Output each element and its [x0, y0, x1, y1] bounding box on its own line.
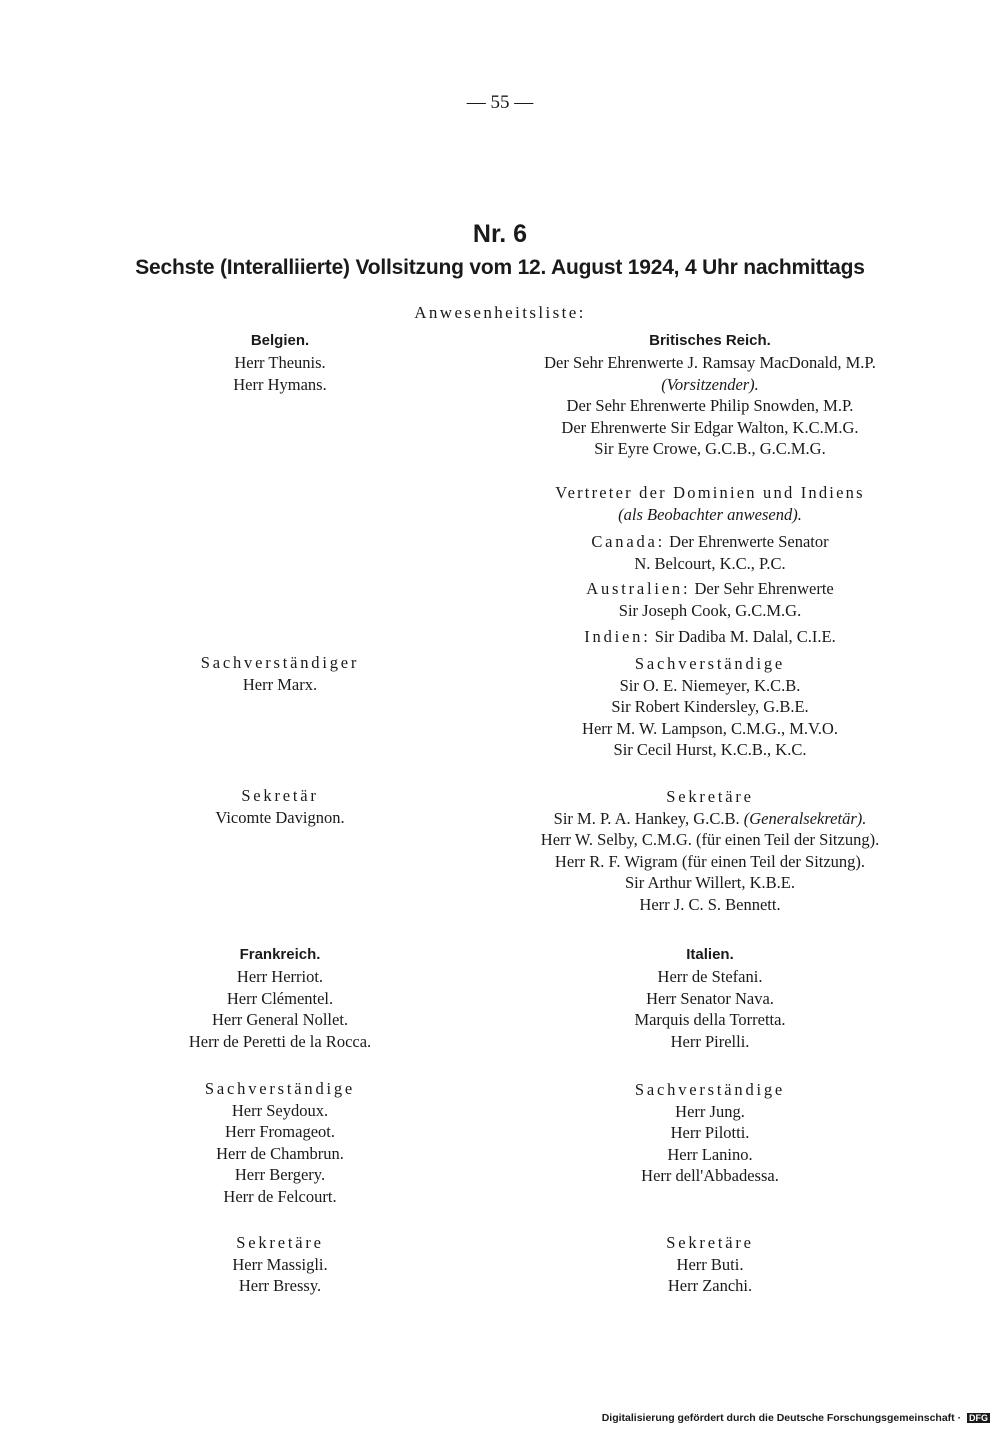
page-number: — 55 — — [466, 92, 534, 113]
dominion-country: Indien: — [584, 626, 651, 646]
britain-member-role: (Vorsitzender). — [661, 374, 759, 394]
dfg-logo: DFG — [969, 1413, 988, 1423]
dominions-label: Vertreter der Dominien und Indiens — [555, 483, 865, 502]
dominion-line: Der Ehrenwerte Senator — [669, 532, 829, 552]
britain-secretary: Herr W. Selby, C.M.G. (für einen Teil der Sitzung). — [540, 830, 880, 850]
britain-expert: Herr M. W. Lampson, C.M.G., M.V.O. — [582, 718, 838, 738]
france-delegation — [130, 944, 430, 1052]
france-member: Herr de Peretti de la Rocca. — [188, 1031, 372, 1051]
france-expert: Herr Fromageot. — [225, 1122, 335, 1142]
britain-expert: Sir O. E. Niemeyer, K.C.B. — [619, 675, 801, 695]
italy-secretary: Herr Buti. — [676, 1254, 744, 1274]
britain-secretary-role: (Generalsekretär). — [743, 808, 867, 828]
italy-member: Herr Pirelli. — [670, 1031, 750, 1051]
belgium-experts — [130, 652, 430, 695]
dominion-line: Sir Joseph Cook, G.C.M.G. — [618, 600, 802, 620]
belgium-secretary: Vicomte Davignon. — [215, 807, 345, 827]
france-secretary: Herr Bressy. — [238, 1276, 322, 1296]
italy-heading: Italien. — [686, 946, 734, 963]
italy-member: Marquis della Torretta. — [634, 1010, 786, 1030]
france-member: Herr Clémentel. — [226, 988, 334, 1008]
belgium-member: Herr Hymans. — [233, 374, 327, 394]
britain-member: Der Sehr Ehrenwerte Philip Snowden, M.P. — [566, 396, 854, 416]
italy-expert: Herr Lanino. — [667, 1144, 753, 1164]
dominion-country: Canada: — [591, 532, 666, 552]
france-member: Herr General Nollet. — [211, 1010, 349, 1030]
italy-experts — [490, 1079, 930, 1187]
britain-secretary: Herr J. C. S. Bennett. — [639, 894, 781, 914]
italy-member: Herr Senator Nava. — [646, 988, 774, 1008]
dominions-section — [490, 482, 930, 647]
france-heading: Frankreich. — [239, 946, 321, 963]
france-secretary: Herr Massigli. — [232, 1254, 328, 1274]
france-experts — [130, 1078, 430, 1208]
britain-member: Der Ehrenwerte Sir Edgar Walton, K.C.M.G. — [561, 417, 859, 437]
dominion-australia — [490, 578, 930, 600]
dominion-line: N. Belcourt, K.C., P.C. — [634, 553, 786, 573]
france-expert: Herr de Felcourt. — [223, 1186, 337, 1206]
italy-secretaries — [490, 1232, 930, 1297]
france-secretaries-label: Sekretäre — [236, 1233, 324, 1252]
france-expert: Herr Seydoux. — [231, 1100, 329, 1120]
britain-experts-label: Sachverständige — [634, 654, 786, 673]
italy-delegation — [490, 944, 930, 1052]
france-experts-label: Sachverständige — [204, 1079, 356, 1098]
belgium-member: Herr Theunis. — [234, 353, 326, 372]
attendance-label: Anwesenheitsliste: — [414, 303, 586, 322]
britain-delegation — [490, 330, 930, 460]
france-member: Herr Herriot. — [236, 967, 324, 986]
belgium-experts-label: Sachverständiger — [200, 653, 360, 672]
britain-secretary: Sir Arthur Willert, K.B.E. — [625, 873, 795, 893]
belgium-delegation — [130, 330, 430, 395]
dominion-canada — [490, 531, 930, 553]
belgium-secretary-label: Sekretär — [241, 786, 319, 805]
footer — [560, 1412, 1000, 1424]
document-number: Nr. 6 — [472, 220, 528, 248]
britain-member: Sir Eyre Crowe, G.C.B., G.C.M.G. — [594, 439, 826, 459]
belgium-heading: Belgien. — [250, 332, 310, 349]
italy-member: Herr de Stefani. — [657, 967, 763, 986]
belgium-secretaries — [130, 785, 430, 828]
dominion-line: Der Sehr Ehrenwerte — [694, 579, 834, 599]
france-secretaries — [130, 1232, 430, 1297]
belgium-expert: Herr Marx. — [242, 674, 318, 694]
italy-expert: Herr Pilotti. — [670, 1123, 750, 1143]
dominion-india — [490, 626, 930, 648]
france-expert: Herr de Chambrun. — [216, 1143, 344, 1163]
italy-secretaries-label: Sekretäre — [666, 1233, 754, 1252]
italy-secretary: Herr Zanchi. — [667, 1276, 753, 1296]
britain-heading: Britisches Reich. — [649, 332, 771, 349]
britain-secretaries-label: Sekretäre — [666, 787, 754, 806]
britain-experts — [490, 653, 930, 761]
britain-expert: Sir Robert Kindersley, G.B.E. — [611, 697, 809, 717]
britain-secretary: Herr R. F. Wigram (für einen Teil der Sitzung). — [554, 851, 866, 871]
italy-expert: Herr Jung. — [675, 1101, 745, 1121]
footer-text: Digitalisierung gefördert durch die Deutsche Forschungsgemeinschaft · — [601, 1412, 962, 1424]
britain-secretary: Sir M. P. A. Hankey, G.C.B. — [553, 808, 740, 828]
dominion-country: Australien: — [586, 579, 691, 599]
france-expert: Herr Bergery. — [234, 1165, 326, 1185]
dominion-line: Sir Dadiba M. Dalal, C.I.E. — [654, 626, 836, 646]
document-title: Sechste (Interalliierte) Vollsitzung vom 12. August 1924, 4 Uhr nachmittags — [135, 256, 865, 279]
britain-member: Der Sehr Ehrenwerte J. Ramsay MacDonald, M.P. — [544, 353, 876, 372]
britain-secretary-general — [490, 808, 930, 830]
italy-expert: Herr dell'Abbadessa. — [641, 1166, 779, 1186]
dominions-note: (als Beobachter anwesend). — [618, 504, 802, 524]
britain-secretaries — [490, 786, 930, 916]
britain-expert: Sir Cecil Hurst, K.C.B., K.C. — [613, 740, 807, 760]
italy-experts-label: Sachverständige — [634, 1080, 786, 1099]
